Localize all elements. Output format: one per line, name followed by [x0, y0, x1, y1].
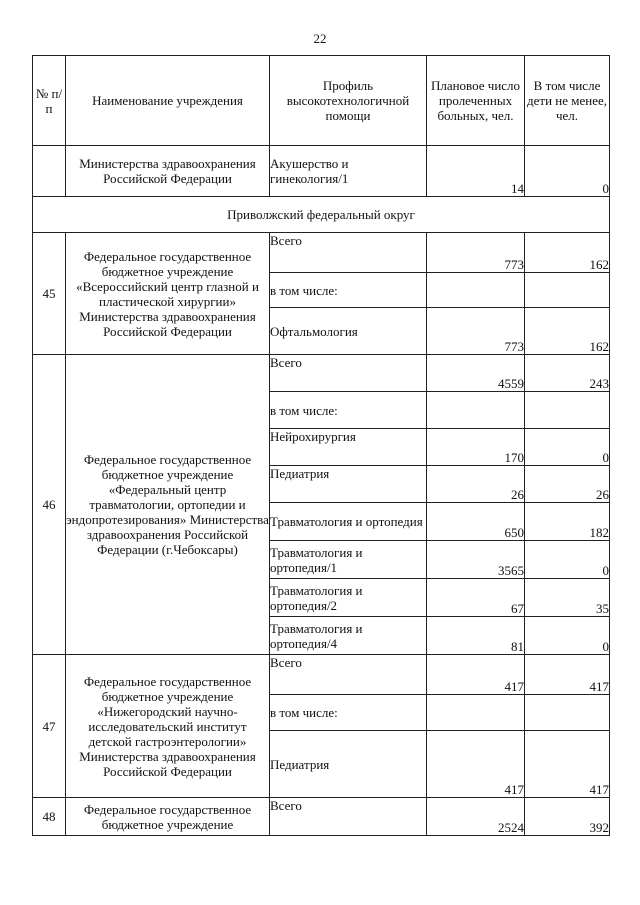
table-row — [33, 798, 610, 836]
row-number: 48 — [33, 798, 66, 836]
profile-cell: Травматология и ортопедия — [270, 503, 427, 541]
table-row — [33, 355, 610, 392]
children-cell: 0 — [525, 429, 610, 466]
row-number: 46 — [33, 355, 66, 655]
children-cell — [525, 273, 610, 308]
header-name: Наименование учреждения — [66, 56, 270, 146]
institution-name: Федеральное государственное бюджетное учреждение «Всероссийский центр глазной и пластической хирургии» Министерства здравоохранения Российской Федерации — [66, 233, 270, 355]
profile-cell: Офтальмология — [270, 308, 427, 355]
header-num: № п/п — [33, 56, 66, 146]
profile-cell: Педиатрия — [270, 466, 427, 503]
planned-cell: 2524 — [427, 798, 525, 836]
table-header-row — [33, 56, 610, 146]
planned-cell — [427, 392, 525, 429]
planned-cell: 417 — [427, 731, 525, 798]
profile-cell: Всего — [270, 355, 427, 392]
allocation-table — [32, 55, 610, 836]
profile-cell: Травматология и ортопедия/4 — [270, 617, 427, 655]
row-number — [33, 146, 66, 197]
institution-name: Федеральное государственное бюджетное учреждение — [66, 798, 270, 836]
planned-cell: 417 — [427, 655, 525, 695]
profile-cell: Нейрохирургия — [270, 429, 427, 466]
profile-cell: Всего — [270, 655, 427, 695]
row-number: 45 — [33, 233, 66, 355]
children-cell: 417 — [525, 655, 610, 695]
profile-cell: в том числе: — [270, 273, 427, 308]
table-row — [33, 146, 610, 197]
children-cell: 182 — [525, 503, 610, 541]
planned-cell — [427, 273, 525, 308]
planned-cell: 67 — [427, 579, 525, 617]
planned-cell: 773 — [427, 233, 525, 273]
institution-name: Федеральное государственное бюджетное учреждение «Федеральный центр травматологии, ортопедии и эндопротезирования» Министерства здравоохранения Российской Федерации (г.Чебоксары) — [66, 355, 270, 655]
planned-cell: 4559 — [427, 355, 525, 392]
children-cell: 162 — [525, 308, 610, 355]
header-planned: Плановое число пролеченных больных, чел. — [427, 56, 525, 146]
children-cell: 0 — [525, 617, 610, 655]
table-row — [33, 655, 610, 695]
header-profile: Профиль высокотехнологичной помощи — [270, 56, 427, 146]
children-cell: 0 — [525, 146, 610, 197]
planned-cell: 14 — [427, 146, 525, 197]
profile-cell: Педиатрия — [270, 731, 427, 798]
profile-cell: Всего — [270, 798, 427, 836]
planned-cell: 81 — [427, 617, 525, 655]
profile-cell: в том числе: — [270, 392, 427, 429]
children-cell — [525, 695, 610, 731]
children-cell: 392 — [525, 798, 610, 836]
institution-name: Министерства здравоохранения Российской Федерации — [66, 146, 270, 197]
profile-cell: Акушерство и гинекология/1 — [270, 146, 427, 197]
planned-cell: 26 — [427, 466, 525, 503]
profile-cell: Травматология и ортопедия/2 — [270, 579, 427, 617]
header-children: В том числе дети не менее, чел. — [525, 56, 610, 146]
page-number: 22 — [313, 31, 327, 46]
children-cell — [525, 392, 610, 429]
children-cell: 0 — [525, 541, 610, 579]
profile-cell: Травматология и ортопедия/1 — [270, 541, 427, 579]
district-row — [33, 197, 610, 233]
children-cell: 162 — [525, 233, 610, 273]
planned-cell: 650 — [427, 503, 525, 541]
children-cell: 243 — [525, 355, 610, 392]
children-cell: 35 — [525, 579, 610, 617]
children-cell: 26 — [525, 466, 610, 503]
planned-cell: 3565 — [427, 541, 525, 579]
children-cell: 417 — [525, 731, 610, 798]
planned-cell — [427, 695, 525, 731]
planned-cell: 773 — [427, 308, 525, 355]
institution-name: Федеральное государственное бюджетное учреждение «Нижегородский научно-исследовательский институт детской гастроэнтерологии» Министерства здравоохранения Российской Федерации — [66, 655, 270, 798]
table-row — [33, 233, 610, 273]
planned-cell: 170 — [427, 429, 525, 466]
district-heading: Приволжский федеральный округ — [33, 197, 610, 233]
profile-cell: в том числе: — [270, 695, 427, 731]
row-number: 47 — [33, 655, 66, 798]
profile-cell: Всего — [270, 233, 427, 273]
